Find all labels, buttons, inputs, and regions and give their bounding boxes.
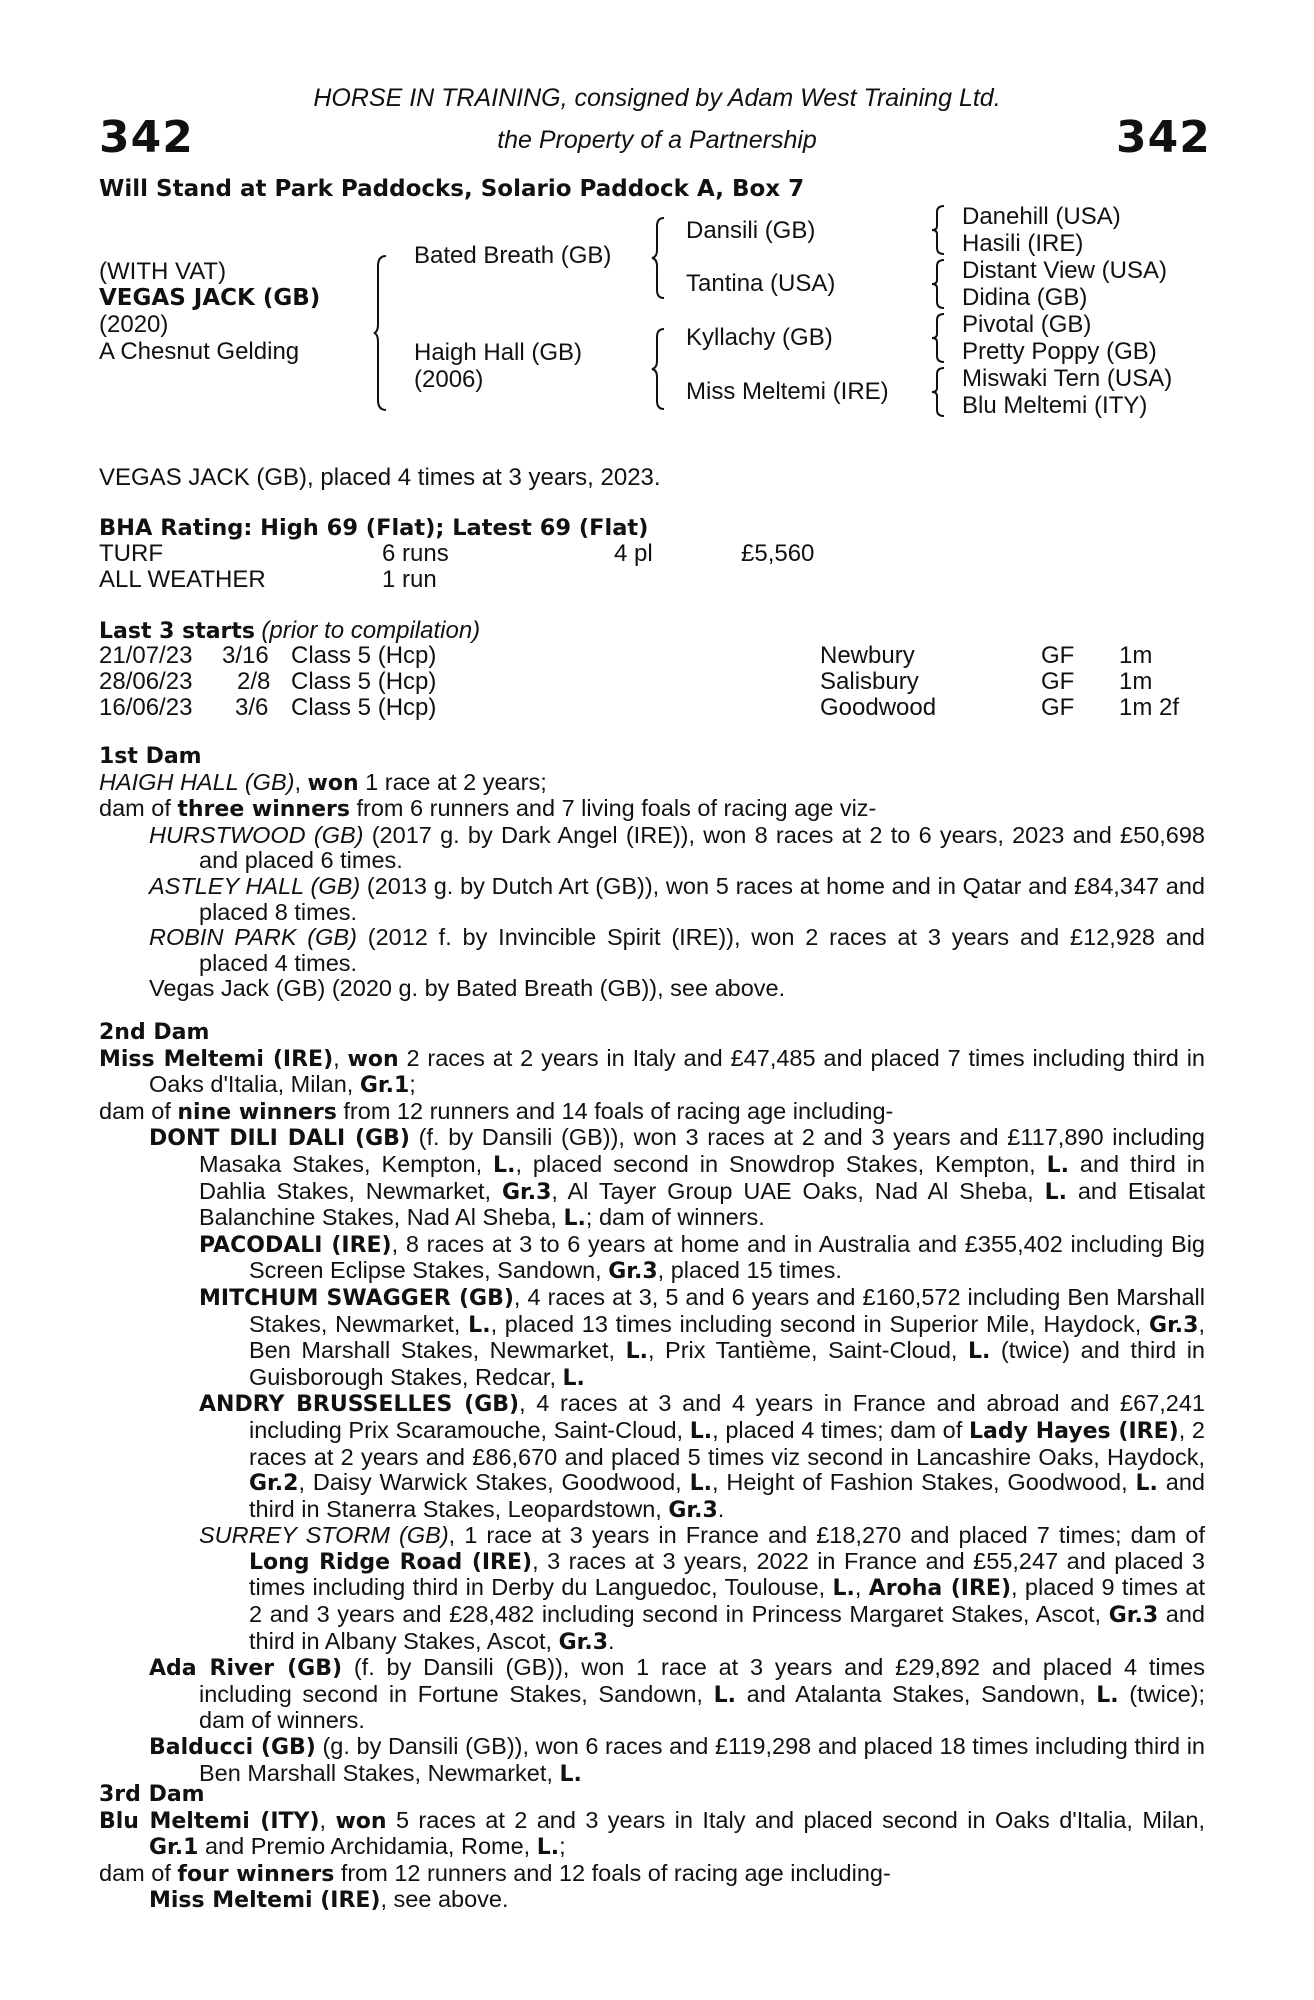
listed-label: L. bbox=[468, 1312, 491, 1338]
listed-label: L. bbox=[625, 1339, 648, 1365]
progeny-name: Balducci (GB) bbox=[149, 1735, 316, 1761]
second-dam-heading: 2nd Dam bbox=[99, 1020, 210, 1045]
grade-label: Gr.1 bbox=[359, 1073, 410, 1099]
third-dam-section bbox=[99, 1782, 1205, 1914]
grade-label: Gr.1 bbox=[149, 1835, 199, 1861]
bha-rating: BHA Rating: High 69 (Flat); Latest 69 (Flat) bbox=[99, 515, 649, 541]
lot-number-left: 342 bbox=[99, 112, 194, 163]
listed-label: L. bbox=[689, 1418, 713, 1444]
dam-dam: Miss Meltemi (IRE) bbox=[686, 378, 889, 405]
listed-label: L. bbox=[1046, 1152, 1069, 1178]
progeny-detail: , 4 races at 3 and 4 years in France and abroad and £67,241 including Prix Scaramouche, Saint-Cloud, bbox=[249, 1390, 1205, 1443]
progeny-detail: , Al Tayer Group UAE Oaks, Nad Al Sheba, bbox=[551, 1177, 1045, 1204]
progeny-entry bbox=[99, 823, 1205, 874]
won-detail: and Premio Archidamia, Rome, bbox=[198, 1833, 537, 1860]
start-distance: 1m 2f bbox=[1119, 694, 1180, 721]
progeny-name: Lady Hayes (IRE) bbox=[968, 1418, 1179, 1444]
progeny-detail: (2013 g. by Dutch Art (GB)), won 5 races at home and in Qatar and £84,347 and placed 8 times. bbox=[199, 872, 1205, 925]
listed-label: L. bbox=[493, 1152, 516, 1178]
pedigree-bracket-sire bbox=[652, 216, 666, 300]
third-dam-record: Blu Meltemi (ITY), won 5 races at 2 and 3 years in Italy and placed second in Oaks d'Italia, Milan, Gr.1 and Premio Archidamia, Rome, L.; bbox=[99, 1806, 1206, 1861]
granddam-3: Pretty Poppy (GB) bbox=[962, 338, 1157, 365]
second-dam-name: Miss Meltemi (IRE) bbox=[99, 1046, 334, 1072]
won-detail: 1 race at 2 years; bbox=[358, 768, 547, 795]
listed-label: L. bbox=[562, 1365, 585, 1391]
progeny-detail: , 1 race at 3 years in France and £18,270 and placed 7 times; dam of bbox=[448, 1522, 1205, 1549]
won-detail: 5 races at 2 and 3 years in Italy and placed second in Oaks d'Italia, Milan, bbox=[386, 1806, 1206, 1833]
property-line: the Property of a Partnership bbox=[497, 126, 817, 154]
progeny-name: PACODALI (IRE) bbox=[199, 1232, 392, 1258]
progeny-detail: and Etisalat Balanchine Stakes, Nad Al Sheba, bbox=[199, 1177, 1205, 1231]
progeny-entry bbox=[99, 1655, 1205, 1734]
progeny-name: HURSTWOOD (GB) bbox=[149, 821, 364, 848]
produce-detail: from 12 runners and 12 foals of racing age including- bbox=[334, 1859, 891, 1886]
progeny-detail: and Atalanta Stakes, Sandown, bbox=[735, 1680, 1097, 1707]
start-date: 21/07/23 bbox=[99, 642, 193, 669]
listed-label: L. bbox=[536, 1835, 560, 1861]
first-dam-name: HAIGH HALL (GB) bbox=[99, 768, 295, 795]
won-label: won bbox=[335, 1808, 387, 1834]
second-dam-record: Miss Meltemi (IRE), won 2 races at 2 years in Italy and £47,485 and placed 7 times including third in Oaks d'Italia, Milan, Gr.1; bbox=[99, 1044, 1205, 1099]
progeny-detail: , placed 9 times at 2 and 3 years and £28,482 including second in Princess Margaret Stakes, Ascot, bbox=[249, 1574, 1206, 1628]
winners-count: three winners bbox=[177, 797, 350, 823]
progeny-name: Ada River (GB) bbox=[149, 1656, 343, 1682]
progeny-entry bbox=[99, 1232, 1205, 1285]
progeny-detail: , Daisy Warwick Stakes, Goodwood, bbox=[298, 1469, 690, 1496]
rating-prize: £5,560 bbox=[741, 540, 815, 567]
dam-sire: Kyllachy (GB) bbox=[686, 324, 833, 351]
progeny-detail: , placed 4 times; dam of bbox=[712, 1416, 969, 1443]
grade-label: Gr.3 bbox=[558, 1629, 609, 1655]
progeny-detail: (2017 g. by Dark Angel (IRE)), won 8 races at 2 to 6 years, 2023 and £50,698 and placed 6 times. bbox=[199, 821, 1205, 874]
progeny-name: DONT DILI DALI (GB) bbox=[149, 1126, 410, 1152]
start-going: GF bbox=[1041, 694, 1075, 721]
start-position: 2/8 bbox=[237, 668, 271, 695]
first-dam-produce bbox=[99, 796, 1205, 823]
rating-runs: 1 run bbox=[382, 566, 437, 593]
sire-sire: Dansili (GB) bbox=[686, 217, 816, 244]
progeny-detail: , placed 15 times. bbox=[657, 1257, 842, 1284]
progeny-detail: , Prix Tantième, Saint-Cloud, bbox=[647, 1337, 968, 1364]
progeny-entry bbox=[99, 1285, 1205, 1391]
progeny-detail: , Height of Fashion Stakes, Goodwood, bbox=[712, 1469, 1136, 1496]
third-dam-name: Blu Meltemi (ITY) bbox=[99, 1808, 320, 1834]
vat-note: (WITH VAT) bbox=[99, 258, 227, 285]
punct: , bbox=[854, 1574, 869, 1601]
dam-of-label: dam of bbox=[99, 795, 178, 822]
third-dam-heading: 3rd Dam bbox=[99, 1782, 205, 1807]
dam-year: (2006) bbox=[414, 366, 484, 393]
grandsire-1: Danehill (USA) bbox=[962, 203, 1121, 230]
first-dam-heading: 1st Dam bbox=[99, 744, 202, 769]
progeny-name: ROBIN PARK (GB) bbox=[149, 924, 357, 951]
race-summary: VEGAS JACK (GB), placed 4 times at 3 years, 2023. bbox=[99, 464, 661, 491]
won-label: won bbox=[307, 770, 359, 796]
start-course: Newbury bbox=[820, 642, 915, 669]
listed-label: L. bbox=[559, 1761, 582, 1787]
last-starts-note: (prior to compilation) bbox=[261, 617, 481, 644]
progeny-detail: and third in Dahlia Stakes, Newmarket, bbox=[199, 1150, 1205, 1204]
progeny-entry bbox=[99, 1734, 1205, 1787]
granddam-4: Blu Meltemi (ITY) bbox=[962, 392, 1148, 419]
listed-label: L. bbox=[967, 1339, 991, 1365]
progeny-name: Long Ridge Road (IRE) bbox=[249, 1549, 533, 1575]
start-going: GF bbox=[1041, 642, 1075, 669]
grandsire-4: Miswaki Tern (USA) bbox=[962, 365, 1173, 392]
listed-label: L. bbox=[1135, 1471, 1158, 1497]
listed-label: L. bbox=[689, 1471, 712, 1497]
grandsire-3: Pivotal (GB) bbox=[962, 311, 1092, 338]
pedigree-bracket-g3 bbox=[932, 312, 946, 364]
sire: Bated Breath (GB) bbox=[414, 242, 612, 269]
start-going: GF bbox=[1041, 668, 1075, 695]
winners-count: four winners bbox=[177, 1861, 335, 1887]
progeny-detail: (2012 f. by Invincible Spirit (IRE)), won 2 races at 3 years and £12,928 and placed 4 times. bbox=[199, 924, 1205, 976]
stand-location: Will Stand at Park Paddocks, Solario Paddock A, Box 7 bbox=[99, 176, 805, 202]
produce-detail: from 12 runners and 14 foals of racing age including- bbox=[336, 1097, 894, 1124]
progeny-entry bbox=[99, 1887, 1205, 1914]
progeny-detail: , Ben Marshall Stakes, Newmarket, bbox=[249, 1310, 1205, 1364]
progeny-entry bbox=[99, 1125, 1205, 1231]
start-position: 3/16 bbox=[222, 642, 269, 669]
first-dam-record: HAIGH HALL (GB), won 1 race at 2 years; bbox=[99, 768, 547, 796]
last-starts-heading bbox=[99, 617, 480, 644]
progeny-detail: and third in Stanerra Stakes, Leopardstown, bbox=[249, 1469, 1205, 1522]
progeny-entry: Vegas Jack (GB) (2020 g. by Bated Breath (GB)), see above. bbox=[149, 975, 786, 1002]
rating-surface: TURF bbox=[99, 540, 163, 567]
progeny-entry bbox=[99, 925, 1205, 976]
progeny-detail: (twice) and third in Guisborough Stakes, Redcar, bbox=[249, 1337, 1205, 1390]
rating-runs: 6 runs bbox=[382, 540, 449, 567]
start-date: 28/06/23 bbox=[99, 668, 193, 695]
start-date: 16/06/23 bbox=[99, 694, 193, 721]
sire-dam: Tantina (USA) bbox=[686, 270, 836, 297]
progeny-detail: , placed second in Snowdrop Stakes, Kempton, bbox=[515, 1150, 1047, 1177]
progeny-detail: (f. by Dansili (GB)), won 3 races at 2 and 3 years and £117,890 including Masaka Stakes, Kempton, bbox=[199, 1124, 1205, 1177]
horse-description: A Chesnut Gelding bbox=[99, 338, 300, 365]
last-starts-title: Last 3 starts bbox=[99, 619, 256, 644]
start-class: Class 5 (Hcp) bbox=[291, 668, 437, 695]
consignor-line: HORSE IN TRAINING, consigned by Adam West Training Ltd. bbox=[313, 84, 1001, 112]
rating-surface: ALL WEATHER bbox=[99, 566, 266, 593]
punct: . bbox=[717, 1495, 725, 1522]
dam-of-label: dam of bbox=[99, 1097, 178, 1124]
progeny-detail: , placed 13 times including second in Superior Mile, Haydock, bbox=[490, 1310, 1150, 1337]
won-label: won bbox=[347, 1046, 399, 1072]
start-distance: 1m bbox=[1119, 642, 1153, 669]
start-course: Goodwood bbox=[820, 694, 937, 721]
progeny-name: Aroha (IRE) bbox=[868, 1576, 1012, 1602]
second-dam-section bbox=[99, 1020, 1205, 1787]
horse-name: VEGAS JACK (GB) bbox=[99, 285, 321, 311]
listed-label: L. bbox=[1096, 1682, 1119, 1708]
listed-label: L. bbox=[713, 1682, 736, 1708]
dam-of-label: dam of bbox=[99, 1859, 178, 1886]
pedigree-bracket-g2 bbox=[932, 258, 946, 310]
start-course: Salisbury bbox=[820, 668, 919, 695]
grade-label: Gr.3 bbox=[1108, 1603, 1159, 1629]
grade-label: Gr.3 bbox=[501, 1179, 552, 1205]
lot-number-right: 342 bbox=[1116, 112, 1211, 163]
progeny-detail: (f. by Dansili (GB)), won 1 race at 3 years and £29,892 and placed 4 times including second in Fortune Stakes, Sandown, bbox=[199, 1654, 1205, 1707]
first-dam-section bbox=[99, 744, 1205, 1002]
progeny-name: Miss Meltemi (IRE) bbox=[149, 1888, 381, 1914]
progeny-detail: (g. by Dansili (GB)), won 6 races and £119,298 and placed 18 times including third in Ben Marshall Stakes, Newmarket, bbox=[199, 1733, 1205, 1786]
progeny-detail: (twice); dam of winners. bbox=[199, 1680, 1206, 1734]
progeny-name: ANDRY BRUSSELLES (GB) bbox=[199, 1392, 520, 1418]
granddam-2: Didina (GB) bbox=[962, 284, 1088, 311]
pedigree-bracket-main bbox=[374, 254, 388, 412]
produce-detail: from 6 runners and 7 living foals of racing age viz- bbox=[349, 795, 877, 822]
second-dam-produce bbox=[99, 1099, 1205, 1126]
start-class: Class 5 (Hcp) bbox=[291, 642, 437, 669]
progeny-name: SURREY STORM (GB) bbox=[199, 1522, 449, 1549]
progeny-detail: and third in Albany Stakes, Ascot, bbox=[249, 1601, 1205, 1654]
punct: . bbox=[608, 1627, 615, 1654]
progeny-detail: , see above. bbox=[380, 1886, 509, 1913]
progeny-detail: , 8 races at 3 to 6 years at home and in Australia and £355,402 including Big Screen Eclipse Stakes, Sandown, bbox=[249, 1230, 1205, 1284]
pedigree-bracket-g1 bbox=[932, 204, 946, 256]
punct: ; bbox=[559, 1833, 566, 1860]
start-class: Class 5 (Hcp) bbox=[291, 694, 437, 721]
progeny-name: ASTLEY HALL (GB) bbox=[149, 872, 361, 899]
pedigree-bracket-dam bbox=[652, 327, 666, 411]
grade-label: Gr.3 bbox=[668, 1497, 718, 1523]
listed-label: L. bbox=[563, 1206, 586, 1232]
progeny-entry bbox=[99, 1523, 1205, 1655]
listed-label: L. bbox=[1044, 1179, 1067, 1205]
pedigree-bracket-g4 bbox=[932, 366, 946, 418]
progeny-detail: ; dam of winners. bbox=[585, 1204, 765, 1231]
winners-count: nine winners bbox=[177, 1099, 337, 1125]
third-dam-produce bbox=[99, 1861, 1205, 1888]
progeny-name: MITCHUM SWAGGER (GB) bbox=[199, 1285, 514, 1311]
punct: ; bbox=[409, 1071, 416, 1098]
rating-placed: 4 pl bbox=[614, 540, 653, 567]
progeny-detail: , 2 races at 2 years and £86,670 and placed 5 times viz second in Lancashire Oaks, Haydock, bbox=[249, 1416, 1205, 1470]
listed-label: L. bbox=[832, 1576, 855, 1602]
horse-year: (2020) bbox=[99, 311, 169, 338]
dam: Haigh Hall (GB) bbox=[414, 339, 583, 366]
grandsire-2: Distant View (USA) bbox=[962, 257, 1167, 284]
grade-label: Gr.2 bbox=[249, 1471, 299, 1497]
progeny-entry bbox=[99, 1391, 1205, 1523]
granddam-1: Hasili (IRE) bbox=[962, 230, 1084, 257]
start-distance: 1m bbox=[1119, 668, 1153, 695]
progeny-detail: , 3 races at 3 years, 2022 in France and £55,247 and placed 3 times including third in Derby du Languedoc, Toulouse, bbox=[249, 1547, 1205, 1601]
grade-label: Gr.3 bbox=[608, 1259, 658, 1285]
progeny-detail: , 4 races at 3, 5 and 6 years and £160,572 including Ben Marshall Stakes, Newmarket, bbox=[249, 1283, 1205, 1337]
progeny-entry bbox=[99, 874, 1205, 925]
won-detail: 2 races at 2 years in Italy and £47,485 and placed 7 times including third in Oaks d'Italia, Milan, bbox=[149, 1044, 1205, 1098]
start-position: 3/6 bbox=[235, 694, 269, 721]
grade-label: Gr.3 bbox=[1149, 1312, 1199, 1338]
